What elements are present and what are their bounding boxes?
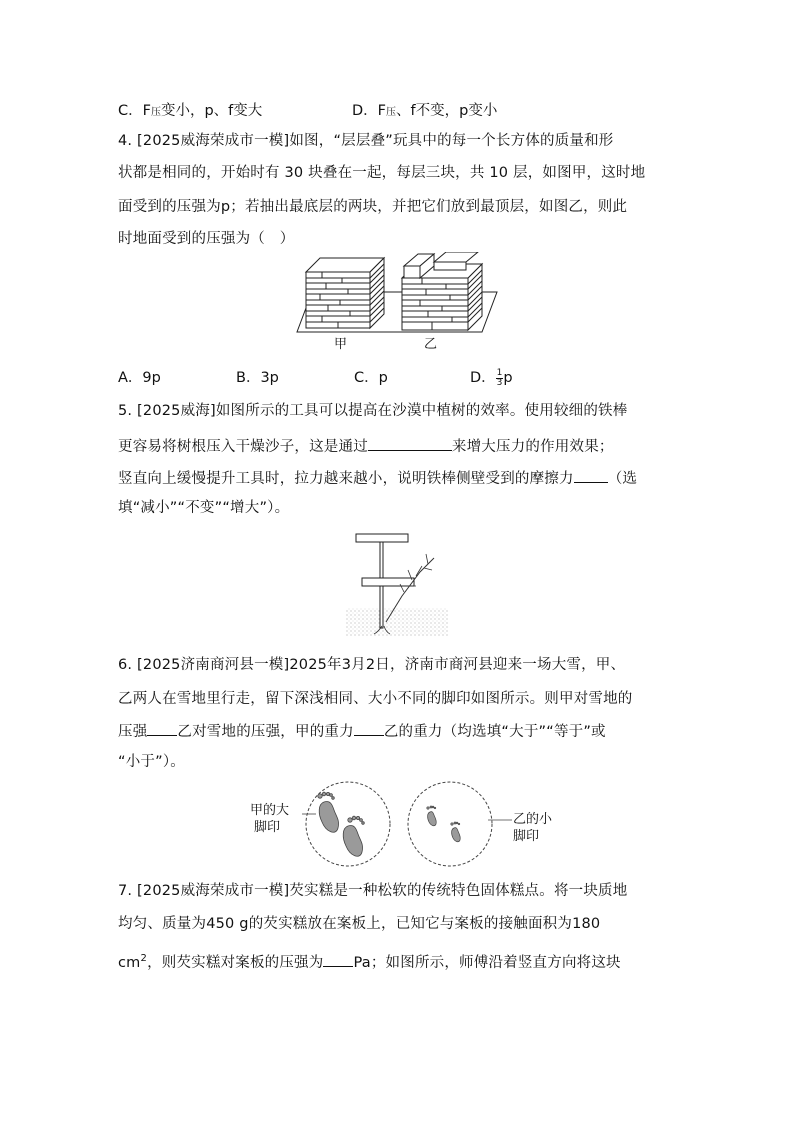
tower-yi — [402, 252, 482, 330]
q4-option-d: D． $\frac{1}{3}$ p — [470, 367, 513, 388]
q5-stem-line-4: 填“减小”“不变”“增大”）。 — [118, 500, 290, 516]
q6-footprints-figure — [302, 780, 512, 868]
q6-answer-blank-1[interactable] — [147, 720, 177, 736]
q7-stem-line-1: 7. [2025威海荣成市一模]芡实糕是一种松软的传统特色固体糕点。将一块质地 — [118, 883, 628, 899]
tool-top-handle — [356, 534, 408, 542]
q6-stem-line-2: 乙两人在雪地里行走，留下深浅相同、大小不同的脚印如图所示。则甲对雪地的 — [118, 691, 633, 707]
q4-stem-line-1: 4. [2025威海荣成市一模]如图，“层层叠”玩具中的每一个长方体的质量和形 — [118, 133, 614, 149]
q6-answer-blank-2[interactable] — [354, 720, 384, 736]
q4-option-d-fraction: $\frac{1}{3}$ — [496, 367, 503, 388]
q4-stack-figure — [292, 252, 502, 337]
q7-stem-line-2: 均匀、质量为450 g的芡实糕放在案板上，已知它与案板的接触面积为180 — [118, 916, 601, 932]
q4-figure-label-jia: 甲 — [334, 337, 348, 352]
tool-foot-pedal — [362, 578, 414, 586]
q5-answer-blank-2[interactable] — [574, 467, 608, 483]
q6-label-jia-line-2: 脚印 — [254, 820, 281, 835]
q4-option-b: B．3p — [236, 370, 279, 386]
large-footprints — [318, 792, 365, 856]
q3-option-d: D．F压、f不变，p变小 — [352, 103, 498, 119]
q6-label-yi-line-1: 乙的小 — [513, 812, 553, 827]
tower-jia — [306, 258, 384, 328]
footprint-circle-yi — [408, 782, 492, 866]
q5-stem-line-2: 更容易将树根压入干燥沙子，这是通过 来增大压力的作用效果； — [118, 435, 688, 457]
q5-stem-line-1: 5. [2025威海]如图所示的工具可以提高在沙漠中植树的效率。使用较细的铁棒 — [118, 403, 628, 419]
q4-stem-line-3: 面受到的压强为p；若抽出最底层的两块，并把它们放到最顶层，如图乙，则此 — [118, 199, 628, 215]
small-footprints — [427, 806, 460, 842]
q4-stem-line-4: 时地面受到的压强为（ ） — [118, 231, 295, 247]
q3-option-c: C．F压变小，p、f变大 — [118, 103, 263, 119]
q5-planting-tool-figure — [342, 530, 452, 638]
q5-answer-blank-1[interactable] — [368, 435, 452, 451]
q4-stem-line-2: 状都是相同的，开始时有 30 块叠在一起，每层三块，共 10 层，如图甲，这时地 — [118, 165, 646, 181]
q4-option-a: A．9p — [118, 370, 161, 386]
q7-answer-blank-1[interactable] — [323, 951, 353, 967]
q5-stem-line-3: 竖直向上缓慢提升工具时，拉力越来越小，说明铁棒侧壁受到的摩擦力 （选 — [118, 467, 688, 489]
q6-label-yi-line-2: 脚印 — [513, 829, 540, 844]
q6-stem-line-1: 6. [2025济南商河县一模]2025年3月2日，济南市商河县迎来一场大雪，甲、 — [118, 657, 626, 673]
sand-ground — [346, 608, 448, 636]
q6-stem-line-3: 压强 乙对雪地的压强，甲的重力 乙的重力（均选填“大于”“等于”或 — [118, 720, 688, 742]
q4-option-c: C．p — [354, 370, 388, 386]
q4-figure-label-yi: 乙 — [424, 337, 438, 352]
q6-stem-line-4: “小于”）。 — [118, 754, 185, 770]
q6-label-jia-line-1: 甲的大 — [250, 803, 290, 818]
q7-stem-line-3: $cm^2$，则芡实糕对案板的压强为 Pa；如图所示，师傅沿着竖直方向将这块 — [118, 949, 688, 973]
